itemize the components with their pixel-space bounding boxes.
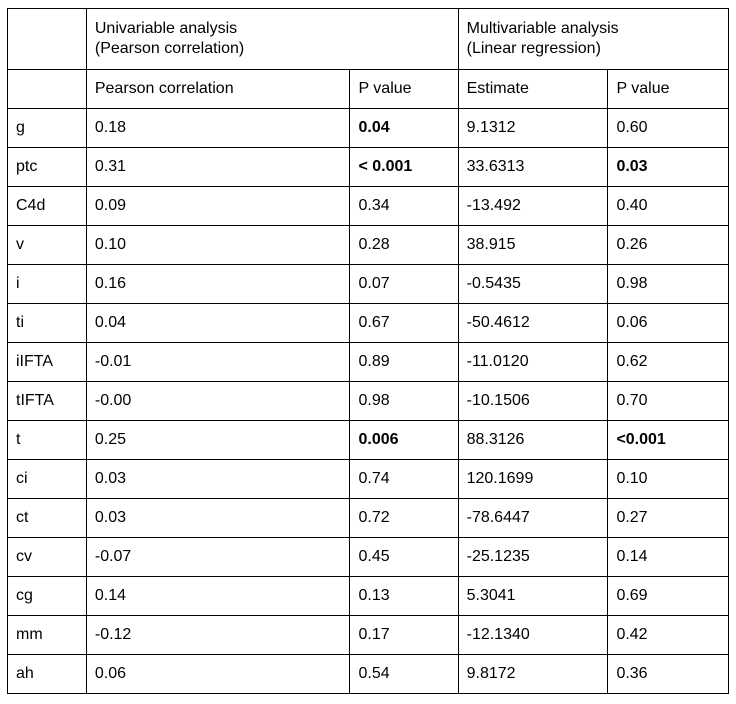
estimate-cell: -0.5435 (458, 265, 608, 304)
estimate-cell: -25.1235 (458, 538, 608, 577)
table-row (8, 460, 729, 499)
estimate-cell: 33.6313 (458, 148, 608, 187)
p-value-uni-cell: 0.006 (350, 421, 458, 460)
table-row (8, 265, 729, 304)
table-row (8, 499, 729, 538)
variable-cell: ptc (8, 148, 87, 187)
p-value-multi-cell: 0.60 (608, 109, 729, 148)
table-row (8, 577, 729, 616)
table-row (8, 382, 729, 421)
pearson-correlation-cell: 0.06 (86, 655, 350, 694)
table-row (8, 655, 729, 694)
univariable-subtitle: (Pearson correlation) (94, 40, 245, 57)
estimate-cell: 88.3126 (458, 421, 608, 460)
table-row (8, 421, 729, 460)
variable-cell: v (8, 226, 87, 265)
results-table (7, 8, 729, 694)
estimate-cell: -78.6447 (458, 499, 608, 538)
p-value-multi-cell: 0.69 (608, 577, 729, 616)
p-value-multi-cell: 0.62 (608, 343, 729, 382)
p-value-uni-cell: 0.54 (350, 655, 458, 694)
p-value-uni-cell: 0.13 (350, 577, 458, 616)
p-value-multi-header: P value (608, 70, 729, 109)
pearson-correlation-cell: 0.18 (86, 109, 350, 148)
pearson-correlation-cell: 0.09 (86, 187, 350, 226)
p-value-uni-cell: 0.04 (350, 109, 458, 148)
table-row (8, 148, 729, 187)
empty-corner-cell (8, 9, 87, 70)
p-value-multi-cell: 0.40 (608, 187, 729, 226)
table-row (8, 616, 729, 655)
estimate-cell: -12.1340 (458, 616, 608, 655)
p-value-multi-cell: 0.26 (608, 226, 729, 265)
p-value-multi-cell: 0.03 (608, 148, 729, 187)
variable-cell: cv (8, 538, 87, 577)
pearson-correlation-cell: -0.07 (86, 538, 350, 577)
p-value-multi-cell: 0.27 (608, 499, 729, 538)
multivariable-subtitle: (Linear regression) (466, 40, 601, 57)
p-value-uni-cell: 0.17 (350, 616, 458, 655)
variable-cell: g (8, 109, 87, 148)
estimate-cell: 9.8172 (458, 655, 608, 694)
variable-cell: C4d (8, 187, 87, 226)
table-row (8, 304, 729, 343)
estimate-header: Estimate (458, 70, 608, 109)
pearson-correlation-cell: 0.25 (86, 421, 350, 460)
p-value-uni-cell: < 0.001 (350, 148, 458, 187)
estimate-cell: 120.1699 (458, 460, 608, 499)
variable-cell: iIFTA (8, 343, 87, 382)
p-value-uni-cell: 0.72 (350, 499, 458, 538)
p-value-multi-cell: 0.06 (608, 304, 729, 343)
p-value-uni-cell: 0.74 (350, 460, 458, 499)
group-header-row (8, 9, 729, 70)
table-row (8, 343, 729, 382)
pearson-correlation-cell: -0.00 (86, 382, 350, 421)
p-value-multi-cell: 0.70 (608, 382, 729, 421)
multivariable-header (458, 9, 728, 70)
table-row (8, 538, 729, 577)
variable-cell: cg (8, 577, 87, 616)
variable-cell: ti (8, 304, 87, 343)
univariable-title: Univariable analysis (94, 20, 238, 37)
estimate-cell: 38.915 (458, 226, 608, 265)
p-value-uni-cell: 0.67 (350, 304, 458, 343)
p-value-multi-cell: 0.36 (608, 655, 729, 694)
p-value-uni-cell: 0.98 (350, 382, 458, 421)
p-value-uni-header: P value (350, 70, 458, 109)
p-value-uni-cell: 0.89 (350, 343, 458, 382)
variable-cell: tIFTA (8, 382, 87, 421)
pearson-correlation-cell: 0.16 (86, 265, 350, 304)
p-value-uni-cell: 0.34 (350, 187, 458, 226)
pearson-correlation-header: Pearson correlation (86, 70, 350, 109)
estimate-cell: -10.1506 (458, 382, 608, 421)
p-value-multi-cell: 0.42 (608, 616, 729, 655)
p-value-uni-cell: 0.07 (350, 265, 458, 304)
univariable-header (86, 9, 458, 70)
pearson-correlation-cell: 0.04 (86, 304, 350, 343)
pearson-correlation-cell: 0.14 (86, 577, 350, 616)
estimate-cell: -13.492 (458, 187, 608, 226)
sub-header-row (8, 70, 729, 109)
table-row (8, 109, 729, 148)
estimate-cell: -50.4612 (458, 304, 608, 343)
pearson-correlation-cell: 0.31 (86, 148, 350, 187)
p-value-multi-cell: 0.98 (608, 265, 729, 304)
p-value-multi-cell: 0.14 (608, 538, 729, 577)
variable-cell: mm (8, 616, 87, 655)
multivariable-title: Multivariable analysis (466, 20, 619, 37)
table-row (8, 187, 729, 226)
pearson-correlation-cell: 0.10 (86, 226, 350, 265)
estimate-cell: -11.0120 (458, 343, 608, 382)
pearson-correlation-cell: 0.03 (86, 499, 350, 538)
pearson-correlation-cell: -0.01 (86, 343, 350, 382)
variable-cell: t (8, 421, 87, 460)
variable-cell: i (8, 265, 87, 304)
estimate-cell: 9.1312 (458, 109, 608, 148)
p-value-multi-cell: 0.10 (608, 460, 729, 499)
pearson-correlation-cell: 0.03 (86, 460, 350, 499)
variable-cell: ah (8, 655, 87, 694)
pearson-correlation-cell: -0.12 (86, 616, 350, 655)
p-value-uni-cell: 0.45 (350, 538, 458, 577)
empty-subheader-cell (8, 70, 87, 109)
table-row (8, 226, 729, 265)
variable-cell: ci (8, 460, 87, 499)
p-value-multi-cell: <0.001 (608, 421, 729, 460)
variable-cell: ct (8, 499, 87, 538)
estimate-cell: 5.3041 (458, 577, 608, 616)
p-value-uni-cell: 0.28 (350, 226, 458, 265)
